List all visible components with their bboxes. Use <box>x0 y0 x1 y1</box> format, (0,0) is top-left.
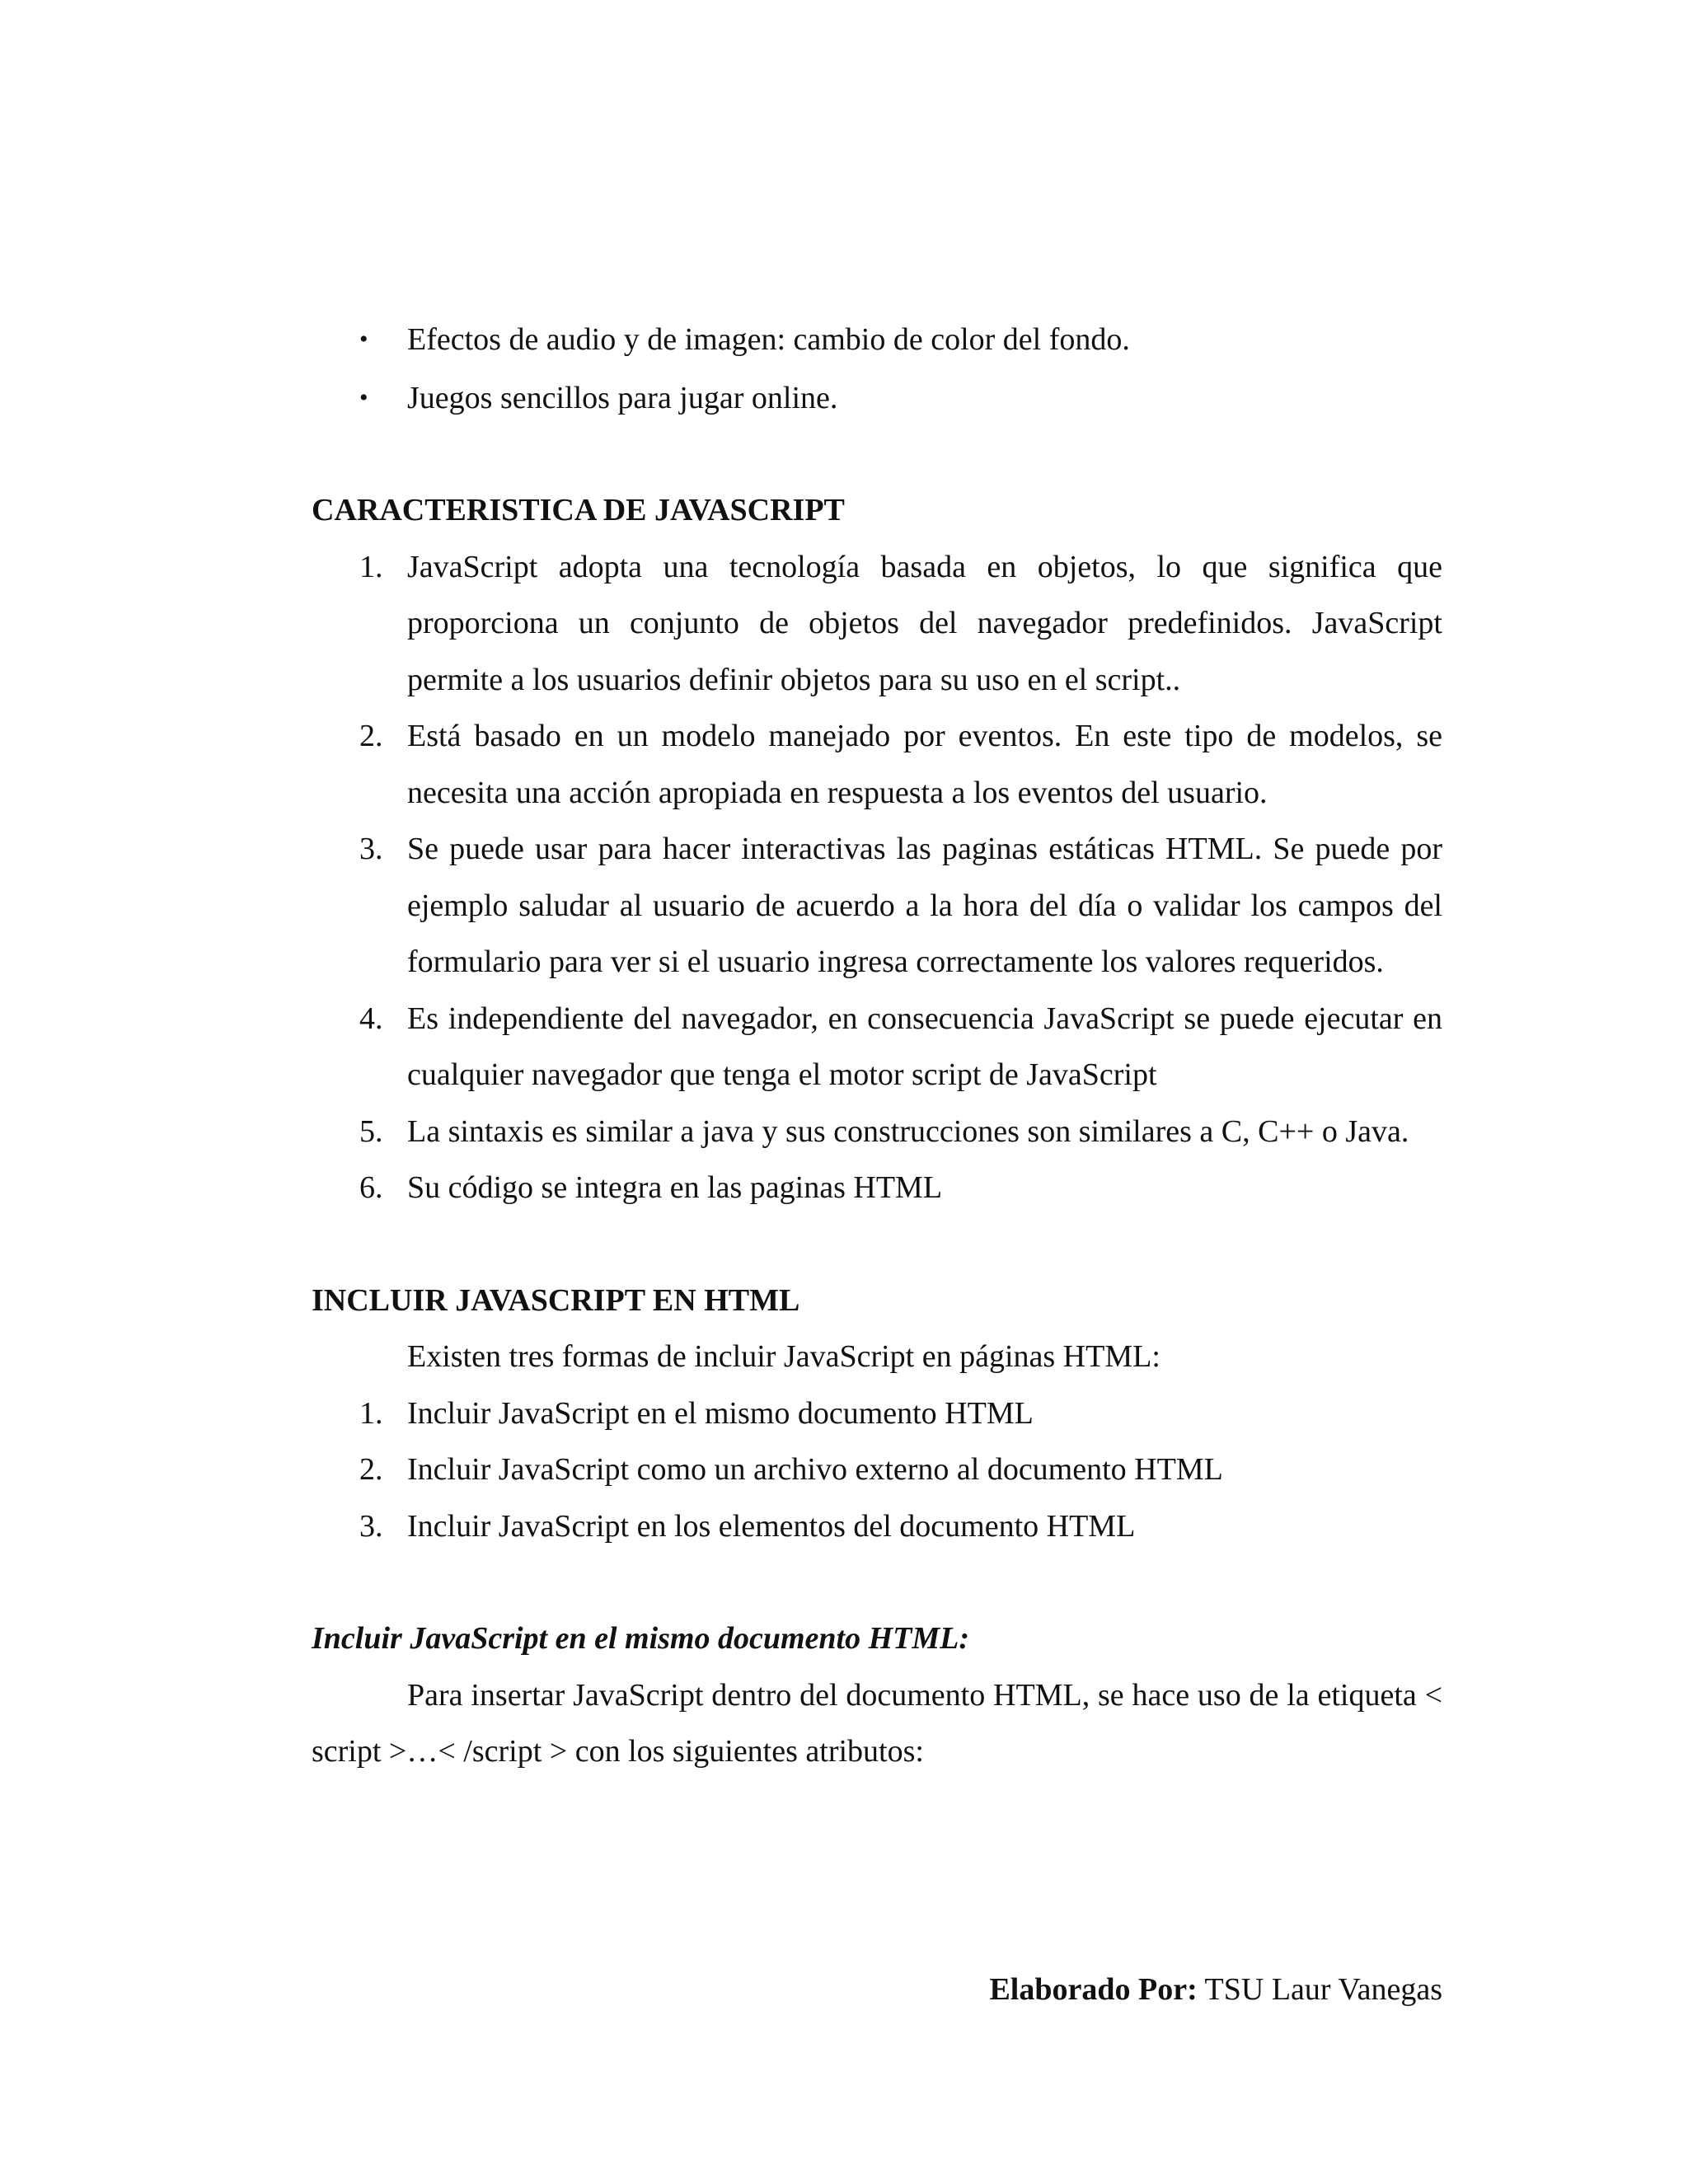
subsection-heading-mismo-documento: Incluir JavaScript en el mismo documento HTML: <box>312 1621 970 1656</box>
list-item-text: Su código se integra en las paginas HTML <box>407 1170 943 1205</box>
page-content <box>312 312 1442 1780</box>
list-number: 5. <box>359 1113 383 1149</box>
list-item-text: Está basado en un modelo manejado por eventos. En este tipo de modelos, se necesita una acción apropiada en respuesta a los eventos del usuario. <box>407 719 1442 810</box>
page-footer <box>989 1965 1442 2014</box>
bullet-item <box>312 370 1442 427</box>
section-heading-caracteristicas: CARACTERISTICA DE JAVASCRIPT <box>312 493 845 527</box>
list-item-text: Incluir JavaScript como un archivo externo al documento HTML <box>407 1452 1223 1487</box>
list-item <box>312 1498 1442 1555</box>
list-item <box>312 1441 1442 1498</box>
section-heading-incluir: INCLUIR JAVASCRIPT EN HTML <box>312 1282 800 1318</box>
list-item <box>312 539 1442 709</box>
list-number: 3. <box>359 832 383 866</box>
list-number: 2. <box>359 719 383 753</box>
list-item-text: La sintaxis es similar a java y sus construcciones son similares a C, C++ o Java. <box>407 1113 1409 1149</box>
bullet-item <box>312 312 1442 368</box>
list-item-text: Se puede usar para hacer interactivas las paginas estáticas HTML. Se puede por ejemplo saludar al usuario de acuerdo a la hora del día o validar los campos del formulario para ver si el usuario ingresa correctamente los valores requeridos. <box>407 832 1442 979</box>
list-item <box>312 1104 1442 1160</box>
list-item-text: Es independiente del navegador, en consecuencia JavaScript se puede ejecutar en cualquier navegador que tenga el motor script de JavaScript <box>407 1001 1442 1092</box>
list-number: 3. <box>359 1508 383 1544</box>
list-item <box>312 1160 1442 1216</box>
list-item <box>312 991 1442 1104</box>
list-number: 6. <box>359 1170 383 1205</box>
list-number: 1. <box>359 549 383 584</box>
footer-label: Elaborado Por: <box>989 1972 1198 2007</box>
list-number: 4. <box>359 1001 383 1036</box>
list-item <box>312 708 1442 821</box>
list-item-text: Incluir JavaScript en el mismo documento HTML <box>407 1395 1034 1431</box>
list-item <box>312 821 1442 991</box>
bullet-icon: • <box>359 326 368 353</box>
incluir-list <box>312 1385 1442 1555</box>
bullet-icon: • <box>359 383 368 411</box>
body-paragraph: Para insertar JavaScript dentro del documento HTML, se hace uso de la etiqueta < script >…< /script > con los siguientes atributos: <box>312 1677 1442 1769</box>
bullet-list <box>312 312 1442 426</box>
list-item-text: Incluir JavaScript en los elementos del documento HTML <box>407 1508 1136 1544</box>
list-item-text: JavaScript adopta una tecnología basada en objetos, lo que significa que proporciona un conjunto de objetos del navegador predefinidos. JavaScript permite a los usuarios definir objetos para su uso en el script.. <box>407 549 1442 697</box>
list-number: 1. <box>359 1395 383 1431</box>
section-intro: Existen tres formas de incluir JavaScript en páginas HTML: <box>407 1339 1160 1374</box>
list-item <box>312 1385 1442 1442</box>
list-number: 2. <box>359 1452 383 1487</box>
caracteristicas-list <box>312 539 1442 1216</box>
bullet-text: Efectos de audio y de imagen: cambio de color del fondo. <box>407 322 1130 357</box>
footer-author: TSU Laur Vanegas <box>1197 1972 1442 2007</box>
bullet-text: Juegos sencillos para jugar online. <box>407 380 838 415</box>
